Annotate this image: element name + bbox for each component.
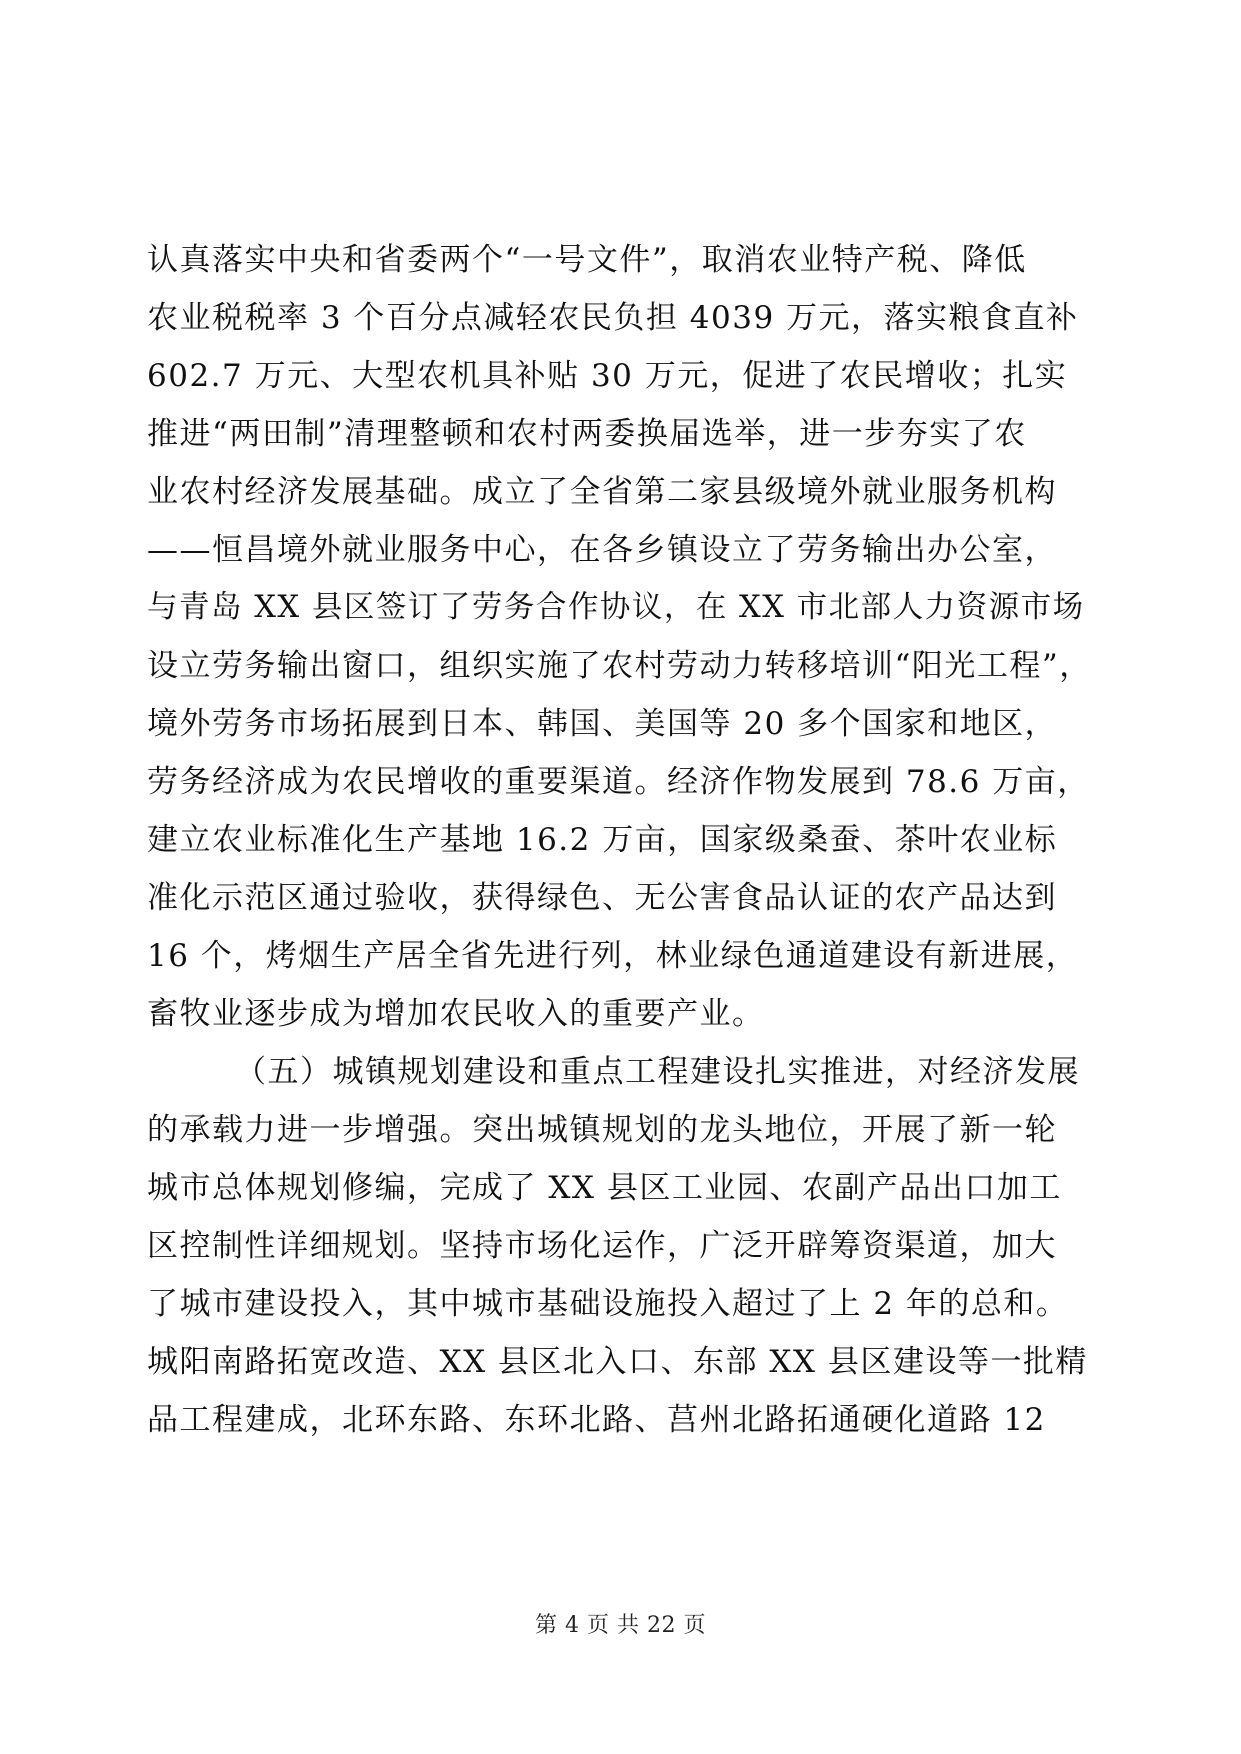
text-line: 推进“两田制”清理整顿和农村两委换届选举，进一步夯实了农 — [147, 416, 1027, 452]
paragraph-1 — [147, 231, 1097, 1043]
text-line: 农业税税率 3 个百分点减轻农民负担 4039 万元，落实粮食直补 — [147, 300, 1079, 336]
body-text — [147, 231, 1097, 1449]
section-heading-line: （五）城镇规划建设和重点工程建设扎实推进，对经济发展 — [235, 1054, 1080, 1090]
text-line: 城市总体规划修编，完成了 XX 县区工业园、农副产品出口加工 — [147, 1170, 1062, 1206]
text-line: 品工程建成，北环东路、东环北路、莒州北路拓通硬化道路 12 — [147, 1402, 1046, 1438]
text-line: 城阳南路拓宽改造、XX 县区北入口、东部 XX 县区建设等一批精 — [147, 1344, 1088, 1380]
text-line: 建立农业标准化生产基地 16.2 万亩，国家级桑蚕、茶叶农业标 — [147, 822, 1058, 858]
text-line: 区控制性详细规划。坚持市场化运作，广泛开辟筹资渠道，加大 — [147, 1228, 1057, 1264]
text-line: 业农村经济发展基础。成立了全省第二家县级境外就业服务机构 — [147, 474, 1057, 510]
text-line: 了城市建设投入，其中城市基础设施投入超过了上 2 年的总和。 — [147, 1286, 1069, 1322]
text-line: 认真落实中央和省委两个“一号文件”，取消农业特产税、降低 — [147, 242, 1027, 278]
text-line: 境外劳务市场拓展到日本、韩国、美国等 20 多个国家和地区， — [147, 706, 1058, 742]
text-line: 畜牧业逐步成为增加农民收入的重要产业。 — [147, 996, 765, 1032]
text-line: 的承载力进一步增强。突出城镇规划的龙头地位，开展了新一轮 — [147, 1112, 1057, 1148]
text-line: 16 个，烤烟生产居全省先进行列，林业绿色通道建设有新进展， — [147, 938, 1079, 974]
text-line: 602.7 万元、大型农机具补贴 30 万元，促进了农民增收；扎实 — [147, 358, 1068, 394]
text-line: 准化示范区通过验收，获得绿色、无公害食品认证的农产品达到 — [147, 880, 1057, 916]
text-line: 劳务经济成为农民增收的重要渠道。经济作物发展到 78.6 万亩， — [147, 764, 1090, 800]
text-line: 设立劳务输出窗口，组织实施了农村劳动力转移培训“阳光工程”， — [147, 648, 1092, 684]
text-line: ——恒昌境外就业服务中心，在各乡镇设立了劳务输出办公室， — [147, 532, 1057, 568]
paragraph-2 — [147, 1043, 1097, 1449]
text-line: 与青岛 XX 县区签订了劳务合作协议，在 XX 市北部人力资源市场 — [147, 590, 1085, 625]
page-number-footer: 第 4 页 共 22 页 — [535, 1613, 706, 1638]
